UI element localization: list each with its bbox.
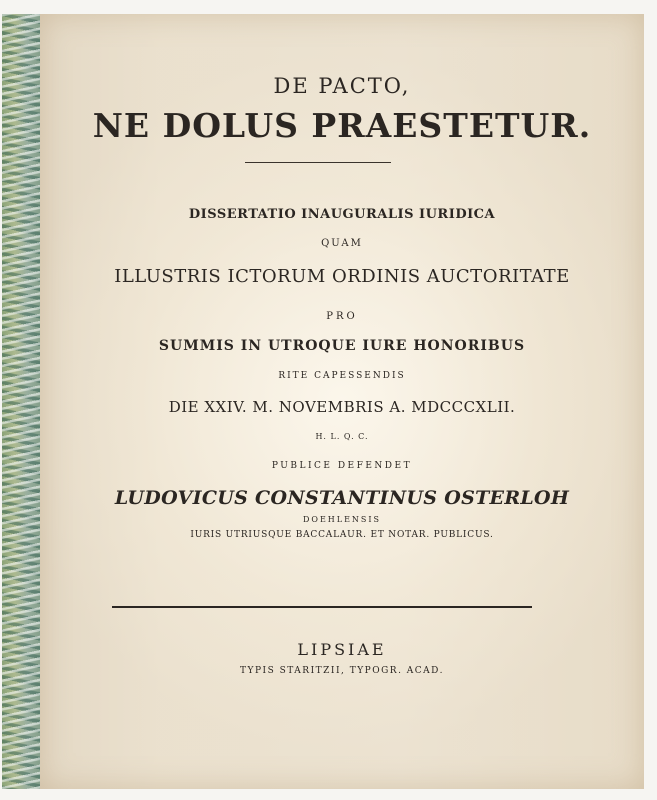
author-name: LUDOVICUS CONSTANTINUS OSTERLOH — [114, 487, 570, 509]
title-divider — [245, 162, 391, 163]
quam-text: QUAM — [321, 238, 363, 249]
hlqc-text: H. L. Q. C. — [315, 432, 369, 441]
marbled-spine — [2, 14, 45, 789]
title-page — [40, 14, 644, 789]
pro-text: PRO — [326, 311, 358, 322]
title-line-1: DE PACTO, — [273, 74, 411, 98]
title-line-2: NE DOLUS PRAESTETUR. — [92, 106, 592, 145]
honors-text: SUMMIS IN UTROQUE IURE HONORIBUS — [158, 338, 526, 354]
publice-text: PUBLICE DEFENDET — [271, 461, 413, 471]
author-credentials: IURIS UTRIUSQUE BACCALAUR. ET NOTAR. PUBLICUS. — [190, 530, 494, 540]
imprint-divider — [112, 606, 532, 608]
dissertation-type: DISSERTATIO INAUGURALIS IURIDICA — [188, 207, 496, 222]
imprint-printer: TYPIS STARITZII, TYPOGR. ACAD. — [240, 666, 444, 676]
author-origin: DOEHLENSIS — [302, 515, 382, 524]
rite-text: RITE CAPESSENDIS — [278, 371, 406, 381]
defense-date: DIE XXIV. M. NOVEMBRIS A. MDCCCXLII. — [168, 398, 516, 416]
imprint-city: LIPSIAE — [297, 640, 387, 659]
faculty-authority: ILLUSTRIS ICTORUM ORDINIS AUCTORITATE — [114, 266, 570, 287]
